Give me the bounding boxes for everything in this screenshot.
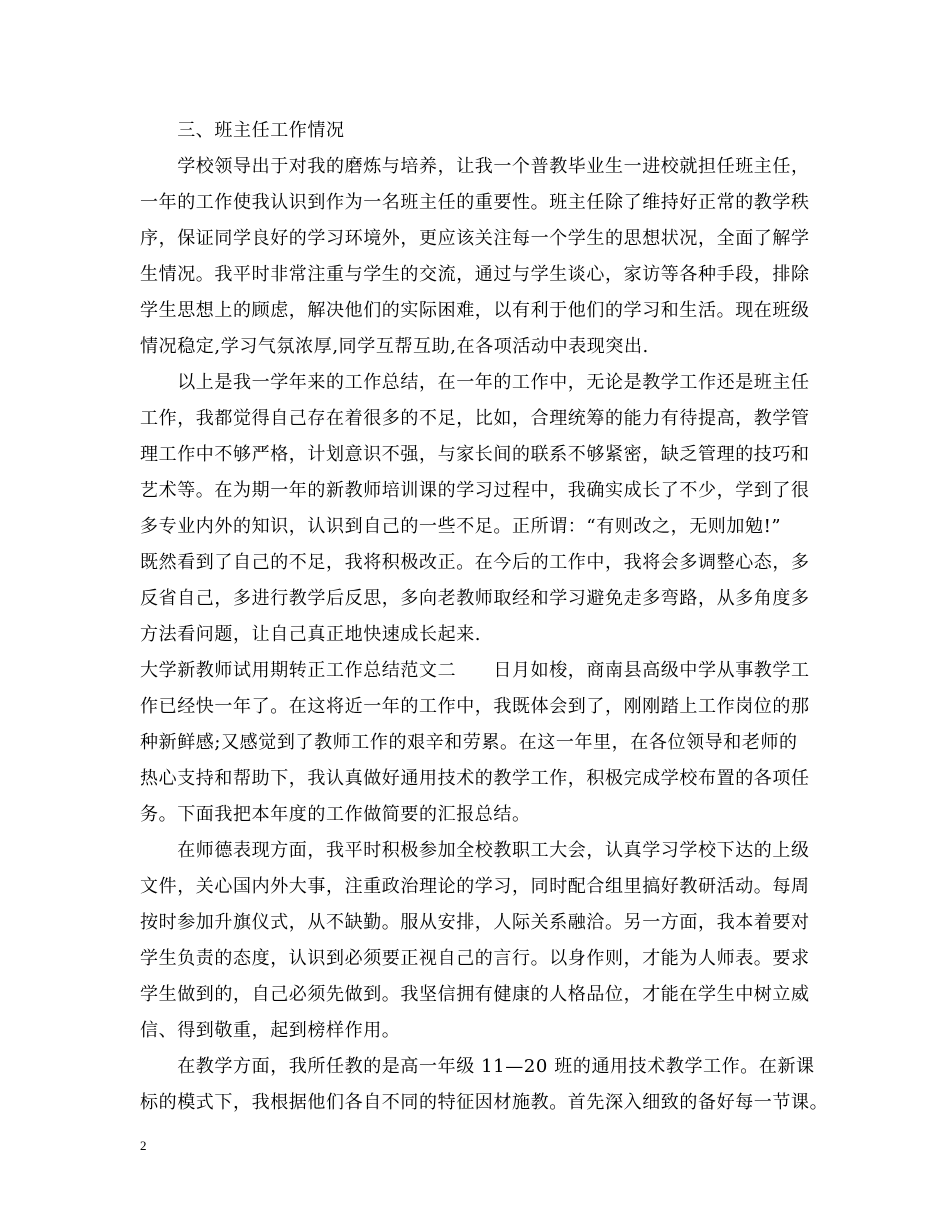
text-line: 工作，我都觉得自己存在着很多的不足，比如，合理统筹的能力有待提高，教学管: [140, 408, 810, 429]
text-line: 标的模式下，我根据他们各自不同的特征因材施教。首先深入细致的备好每一节课。: [140, 1092, 829, 1113]
page-number: 2: [140, 1138, 147, 1153]
text-line: 生情况。我平时非常注重与学生的交流，通过与学生谈心，家访等各种手段，排除: [140, 264, 810, 285]
text-line: 学生做到的，自己必须先做到。我坚信拥有健康的人格品位，才能在学生中树立威: [140, 984, 810, 1005]
text-line: 按时参加升旗仪式，从不缺勤。服从安排，人际关系融洽。另一方面，我本着要对: [140, 912, 810, 933]
text-line: 作已经快一年了。在这将近一年的工作中，我既体会到了，刚刚踏上工作岗位的那: [140, 696, 810, 717]
text-line: 理工作中不够严格，计划意识不强，与家长间的联系不够紧密，缺乏管理的技巧和: [140, 444, 810, 465]
text-line: 文件，关心国内外大事，注重政治理论的学习，同时配合组里搞好教研活动。每周: [140, 876, 810, 897]
text-line: 以上是我一学年来的工作总结，在一年的工作中，无论是教学工作还是班主任: [140, 372, 810, 393]
text-line: 一年的工作使我认识到作为一名班主任的重要性。班主任除了维持好正常的教学秩: [140, 192, 810, 213]
text-line: 在师德表现方面，我平时积极参加全校教职工大会，认真学习学校下达的上级: [140, 840, 810, 861]
text-line: 反省自己，多进行教学后反思，多向老教师取经和学习避免走多弯路，从多角度多: [140, 588, 810, 609]
text-line: 热心支持和帮助下，我认真做好通用技术的教学工作，积极完成学校布置的各项任: [140, 768, 810, 789]
text-line: 务。下面我把本年度的工作做简要的汇报总结。: [140, 804, 531, 825]
text-line: 种新鲜感;又感觉到了教师工作的艰辛和劳累。在这一年里，在各位领导和老师的: [140, 732, 798, 753]
text-line: 序，保证同学良好的学习环境外，更应该关注每一个学生的思想状况，全面了解学: [140, 228, 810, 249]
text-line: 方法看问题，让自己真正地快速成长起来.: [140, 624, 482, 645]
text-line: 情况稳定,学习气氛浓厚,同学互帮互助,在各项活动中表现突出.: [140, 336, 649, 357]
text-line: 艺术等。在为期一年的新教师培训课的学习过程中，我确实成长了不少，学到了很: [140, 480, 810, 501]
text-line: 多专业内外的知识，认识到自己的一些不足。正所谓：“有则改之，无则加勉!”: [140, 516, 782, 537]
text-line: 学生思想上的顾虑，解决他们的实际困难，以有利于他们的学习和生活。现在班级: [140, 300, 810, 321]
text-line: 大学新教师试用期转正工作总结范文二 日月如梭，商南县高级中学从事教学工: [140, 660, 810, 681]
text-line: 学校领导出于对我的磨炼与培养，让我一个普教毕业生一进校就担任班主任，: [140, 156, 810, 177]
text-line: 信、得到敬重，起到榜样作用。: [140, 1020, 401, 1041]
text-line: 在教学方面，我所任教的是高一年级 11—20 班的通用技术教学工作。在新课: [140, 1056, 815, 1077]
text-line: 三、班主任工作情况: [140, 120, 345, 141]
text-line: 既然看到了自己的不足，我将积极改正。在今后的工作中，我将会多调整心态，多: [140, 552, 810, 573]
text-line: 学生负责的态度，认识到必须要正视自己的言行。以身作则，才能为人师表。要求: [140, 948, 810, 969]
